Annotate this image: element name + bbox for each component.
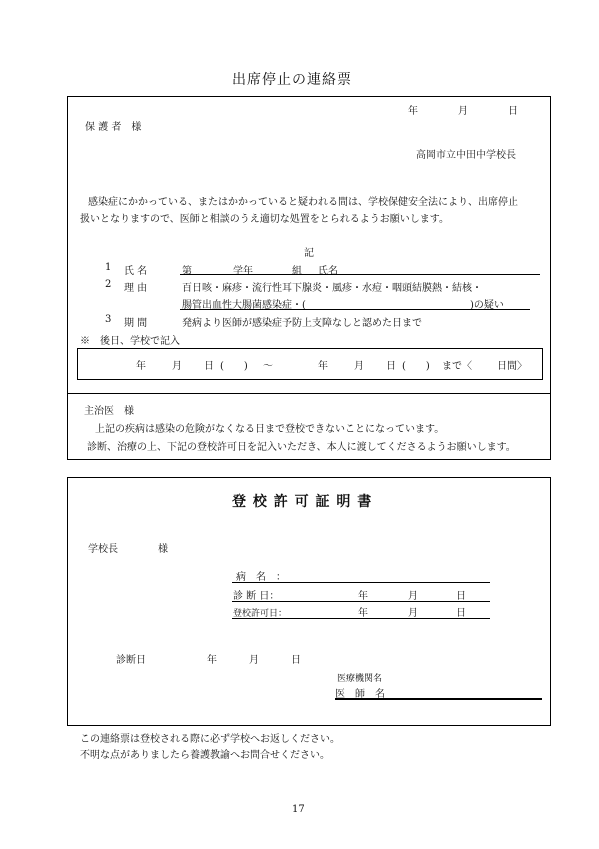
item2-line2-start: 腸管出血性大腸菌感染症・( [182, 300, 306, 311]
period-weekday-2: ( ) [402, 361, 430, 372]
footer-contact-note: 不明な点がありましたら養護教諭へお問合せください。 [80, 750, 330, 761]
medical-institution-label: 医療機関名 [337, 674, 383, 684]
item1-shimei: 氏名 [318, 266, 338, 277]
item1-kumi: 組 [292, 266, 302, 277]
doctor-name-label: 医 師 名 [335, 689, 385, 700]
diagnosis-date-underline [232, 601, 490, 602]
item1-number: 1 [105, 262, 112, 273]
date-day: 日 [508, 106, 518, 117]
school-principal: 高岡市立中田中学校長 [416, 150, 516, 161]
item3-number: 3 [105, 314, 112, 325]
doctor-name-underline [335, 698, 542, 700]
doctor-divider [67, 393, 551, 394]
diagnosis-day: 日 [456, 591, 466, 602]
notice-paragraph-line1: 感染症にかかっている、またはかかっていると疑われる間は、学校保健安全法により、出席停止 [88, 197, 518, 208]
period-days: 日間〉 [497, 361, 527, 372]
bottom-day: 日 [291, 655, 301, 666]
notice-paragraph-line2: 扱いとなりますので、医師と相談のうえ適切な処置をとられるようお願いします。 [80, 214, 449, 225]
item2-line1: 百日咳・麻疹・流行性耳下腺炎・風疹・水痘・咽頭結膜熱・結核・ [182, 283, 482, 294]
item2-underline [180, 309, 530, 310]
certificate-to: 学校長 [88, 544, 118, 555]
bottom-year: 年 [207, 655, 217, 666]
note-school-fill: ※ 後日、学校で記入 [80, 336, 180, 347]
permit-month: 月 [408, 608, 418, 619]
item2-number: 2 [105, 279, 112, 290]
period-year-1: 年 [136, 361, 146, 372]
item1-label: 氏 名 [124, 266, 148, 277]
item1-gakunen: 学年 [233, 266, 253, 277]
item3-text: 発病より医師が感染症予防上支障なしと認めた日まで [182, 318, 422, 329]
period-year-2: 年 [318, 361, 328, 372]
certificate-sama: 様 [158, 544, 168, 555]
ki-heading: 記 [304, 248, 314, 259]
diagnosis-month: 月 [408, 591, 418, 602]
period-month-1: 月 [172, 361, 182, 372]
item1-dai: 第 [182, 266, 192, 277]
bottom-diagnosis-date-label: 診断日 [116, 655, 146, 666]
period-until: まで〈 [442, 361, 472, 372]
item2-label: 理 由 [124, 283, 148, 294]
item3-label: 期 間 [124, 318, 148, 329]
certificate-title: 登 校 許 可 証 明 書 [232, 494, 373, 510]
doctor-line1: 上記の疾病は感染の危険がなくなる日まで登校できないことになっています。 [95, 424, 445, 435]
attendance-permit-date-label: 登校許可日： [233, 609, 288, 619]
footer-return-note: この連絡票は登校される際に必ず学校へお返しください。 [80, 734, 340, 745]
doctor-line2: 診断、治療の上、下記の登校許可日を記入いただき、本人に渡してくださるようお願いします。 [87, 442, 516, 453]
item1-underline [180, 274, 540, 275]
page-number: 17 [292, 804, 305, 815]
page-title: 出席停止の連絡票 [232, 72, 352, 88]
permit-year: 年 [358, 608, 368, 619]
period-from-to: 〜 [263, 361, 273, 372]
bottom-month: 月 [249, 655, 259, 666]
period-day-2: 日 [386, 361, 396, 372]
period-box [77, 348, 543, 380]
date-month: 月 [458, 106, 468, 117]
permit-day: 日 [456, 608, 466, 619]
period-month-2: 月 [354, 361, 364, 372]
item2-line2-end: )の疑い [470, 300, 504, 311]
period-weekday-1: ( ) [220, 361, 248, 372]
date-year: 年 [408, 106, 418, 117]
period-day-1: 日 [204, 361, 214, 372]
permit-date-underline [232, 618, 490, 619]
doctor-salutation: 主治医 様 [84, 406, 134, 417]
diagnosis-year: 年 [358, 591, 368, 602]
guardian-salutation: 保 護 者 様 [85, 122, 142, 133]
disease-name-label: 病 名 ： [236, 572, 286, 583]
disease-name-underline [232, 582, 490, 583]
diagnosis-date-label: 診 断 日： [233, 591, 280, 602]
